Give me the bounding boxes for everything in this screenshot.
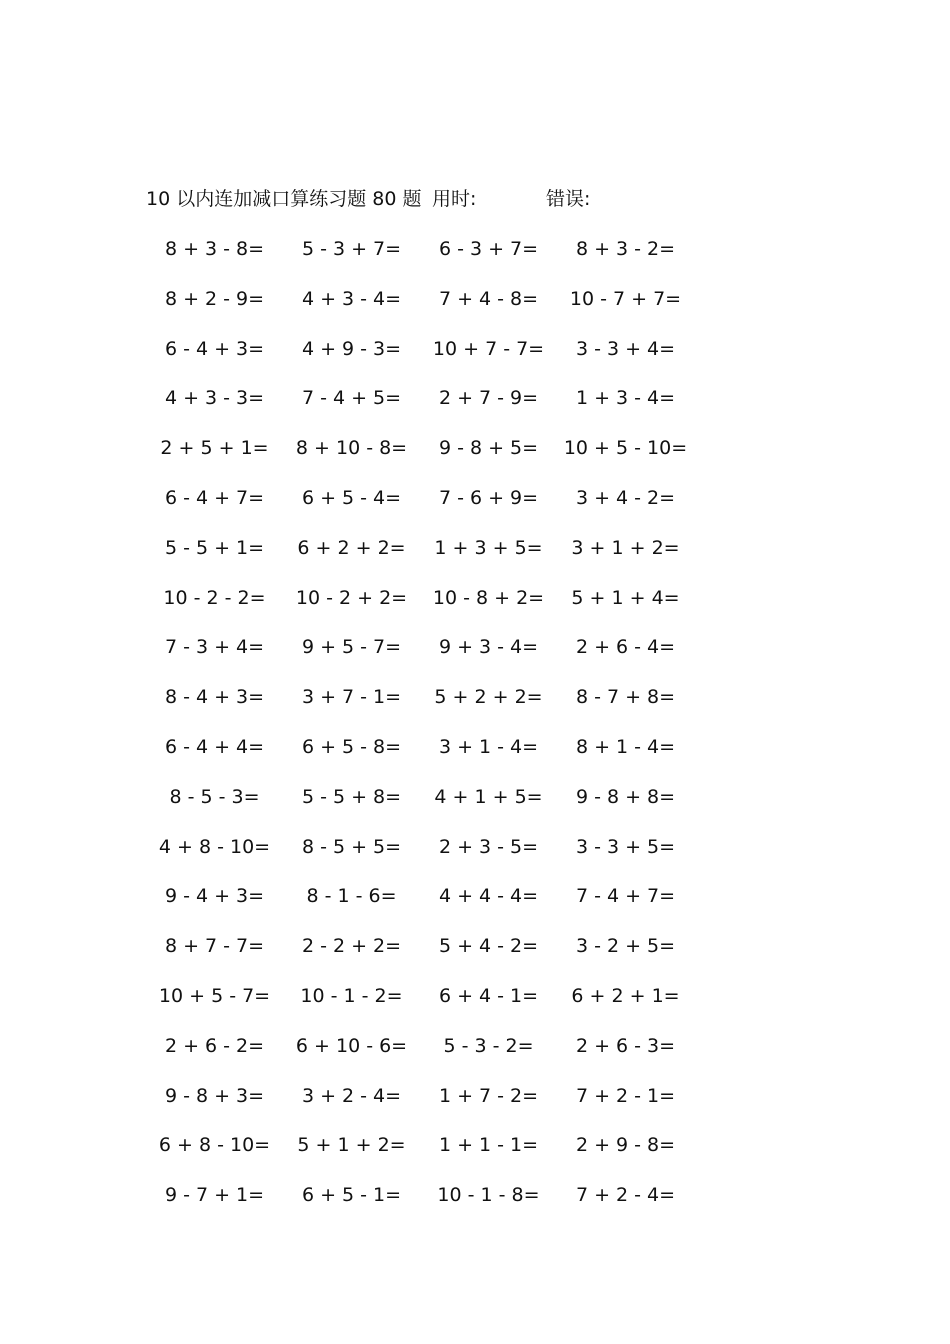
problem-row <box>146 634 706 684</box>
problem-row <box>146 435 706 485</box>
problem-row <box>146 385 706 435</box>
problem-item: 6 + 8 - 10= <box>158 1134 271 1157</box>
problem-item: 8 - 4 + 3= <box>164 686 265 709</box>
problem-item: 6 - 4 + 4= <box>164 735 265 758</box>
problem-item: 10 - 7 + 7= <box>569 287 682 310</box>
problem-item: 10 - 8 + 2= <box>432 586 545 609</box>
problem-item: 9 - 8 + 8= <box>575 785 676 808</box>
problem-item: 9 + 5 - 7= <box>301 636 402 659</box>
worksheet-title: 10 以内连加减口算练习题 80 题 <box>146 188 422 210</box>
problem-row <box>146 336 706 386</box>
problem-item: 1 + 7 - 2= <box>438 1084 539 1107</box>
problem-item: 8 + 3 - 8= <box>164 238 265 260</box>
problem-row <box>146 1033 706 1083</box>
problem-row <box>146 834 706 884</box>
problem-item: 6 + 2 + 1= <box>571 984 680 1007</box>
problem-item: 6 - 3 + 7= <box>438 238 539 260</box>
problem-item: 3 + 4 - 2= <box>575 486 676 509</box>
problem-item: 7 + 2 - 4= <box>575 1184 676 1207</box>
problem-item: 3 + 7 - 1= <box>301 686 402 709</box>
problem-item: 2 + 9 - 8= <box>575 1134 676 1157</box>
problem-row <box>146 883 706 933</box>
problem-row <box>146 784 706 834</box>
problem-item: 2 + 5 + 1= <box>160 437 269 460</box>
problem-item: 6 + 5 - 4= <box>301 486 402 509</box>
problem-row <box>146 983 706 1033</box>
problem-item: 7 - 4 + 5= <box>301 387 402 410</box>
problem-item: 5 - 3 - 2= <box>443 1034 534 1057</box>
problem-item: 9 - 7 + 1= <box>164 1184 265 1207</box>
problem-item: 4 + 3 - 3= <box>164 387 265 410</box>
problem-item: 2 + 6 - 3= <box>575 1034 676 1057</box>
problem-item: 4 + 3 - 4= <box>301 287 402 310</box>
error-label: 错误: <box>546 188 591 210</box>
problem-item: 1 + 1 - 1= <box>438 1134 539 1157</box>
problem-item: 6 + 5 - 1= <box>301 1184 402 1207</box>
problem-item: 8 + 2 - 9= <box>164 287 265 310</box>
problem-item: 10 - 2 + 2= <box>295 586 408 609</box>
problem-item: 5 + 1 + 2= <box>297 1134 406 1157</box>
problem-item: 3 - 3 + 5= <box>575 835 676 858</box>
problem-row <box>146 1132 706 1182</box>
problem-item: 6 + 10 - 6= <box>295 1034 408 1057</box>
problem-item: 5 - 3 + 7= <box>301 238 402 260</box>
problem-row <box>146 684 706 734</box>
problem-item: 10 + 7 - 7= <box>432 337 545 360</box>
problem-item: 8 + 3 - 2= <box>575 238 676 260</box>
problem-item: 7 - 3 + 4= <box>164 636 265 659</box>
problem-item: 4 + 8 - 10= <box>158 835 271 858</box>
problem-item: 5 + 2 + 2= <box>434 686 543 709</box>
problem-item: 10 - 2 - 2= <box>163 586 266 609</box>
problem-item: 10 + 5 - 7= <box>158 984 271 1007</box>
problem-item: 7 + 2 - 1= <box>575 1084 676 1107</box>
problem-item: 6 - 4 + 7= <box>164 486 265 509</box>
problem-item: 8 + 1 - 4= <box>575 735 676 758</box>
problem-item: 9 - 4 + 3= <box>164 885 265 908</box>
time-label: 用时: <box>432 188 477 210</box>
problem-item: 3 - 3 + 4= <box>575 337 676 360</box>
problem-item: 2 + 6 - 4= <box>575 636 676 659</box>
problem-item: 7 - 4 + 7= <box>575 885 676 908</box>
problem-item: 5 + 1 + 4= <box>571 586 680 609</box>
problem-grid <box>146 236 706 1232</box>
problem-row <box>146 485 706 535</box>
problem-item: 4 + 9 - 3= <box>301 337 402 360</box>
problem-item: 10 + 5 - 10= <box>563 437 688 460</box>
problem-item: 3 + 1 + 2= <box>571 536 680 559</box>
problem-item: 4 + 1 + 5= <box>434 785 543 808</box>
problem-item: 2 + 7 - 9= <box>438 387 539 410</box>
problem-item: 10 - 1 - 8= <box>437 1184 540 1207</box>
problem-row <box>146 585 706 635</box>
problem-item: 2 - 2 + 2= <box>301 935 402 958</box>
problem-item: 4 + 4 - 4= <box>438 885 539 908</box>
problem-item: 2 + 6 - 2= <box>164 1034 265 1057</box>
problem-item: 6 + 4 - 1= <box>438 984 539 1007</box>
problem-item: 9 - 8 + 3= <box>164 1084 265 1107</box>
problem-item: 3 + 2 - 4= <box>301 1084 402 1107</box>
problem-item: 10 - 1 - 2= <box>300 984 403 1007</box>
problem-item: 8 + 10 - 8= <box>295 437 408 460</box>
problem-item: 9 + 3 - 4= <box>438 636 539 659</box>
problem-row <box>146 236 706 286</box>
problem-row <box>146 1083 706 1133</box>
problem-item: 7 - 6 + 9= <box>438 486 539 509</box>
problem-row <box>146 933 706 983</box>
problem-item: 8 - 7 + 8= <box>575 686 676 709</box>
problem-item: 8 - 5 - 3= <box>169 785 260 808</box>
problem-item: 8 - 1 - 6= <box>306 885 397 908</box>
problem-item: 1 + 3 + 5= <box>434 536 543 559</box>
problem-row <box>146 535 706 585</box>
problem-item: 2 + 3 - 5= <box>438 835 539 858</box>
problem-row <box>146 1182 706 1232</box>
problem-item: 8 + 7 - 7= <box>164 935 265 958</box>
problem-item: 9 - 8 + 5= <box>438 437 539 460</box>
problem-item: 3 + 1 - 4= <box>438 735 539 758</box>
problem-item: 1 + 3 - 4= <box>575 387 676 410</box>
problem-item: 5 - 5 + 1= <box>164 536 265 559</box>
problem-row <box>146 734 706 784</box>
problem-item: 8 - 5 + 5= <box>301 835 402 858</box>
problem-row <box>146 286 706 336</box>
problem-item: 3 - 2 + 5= <box>575 935 676 958</box>
problem-item: 5 - 5 + 8= <box>301 785 402 808</box>
problem-item: 6 + 5 - 8= <box>301 735 402 758</box>
problem-item: 7 + 4 - 8= <box>438 287 539 310</box>
problem-item: 5 + 4 - 2= <box>438 935 539 958</box>
problem-item: 6 + 2 + 2= <box>297 536 406 559</box>
problem-item: 6 - 4 + 3= <box>164 337 265 360</box>
